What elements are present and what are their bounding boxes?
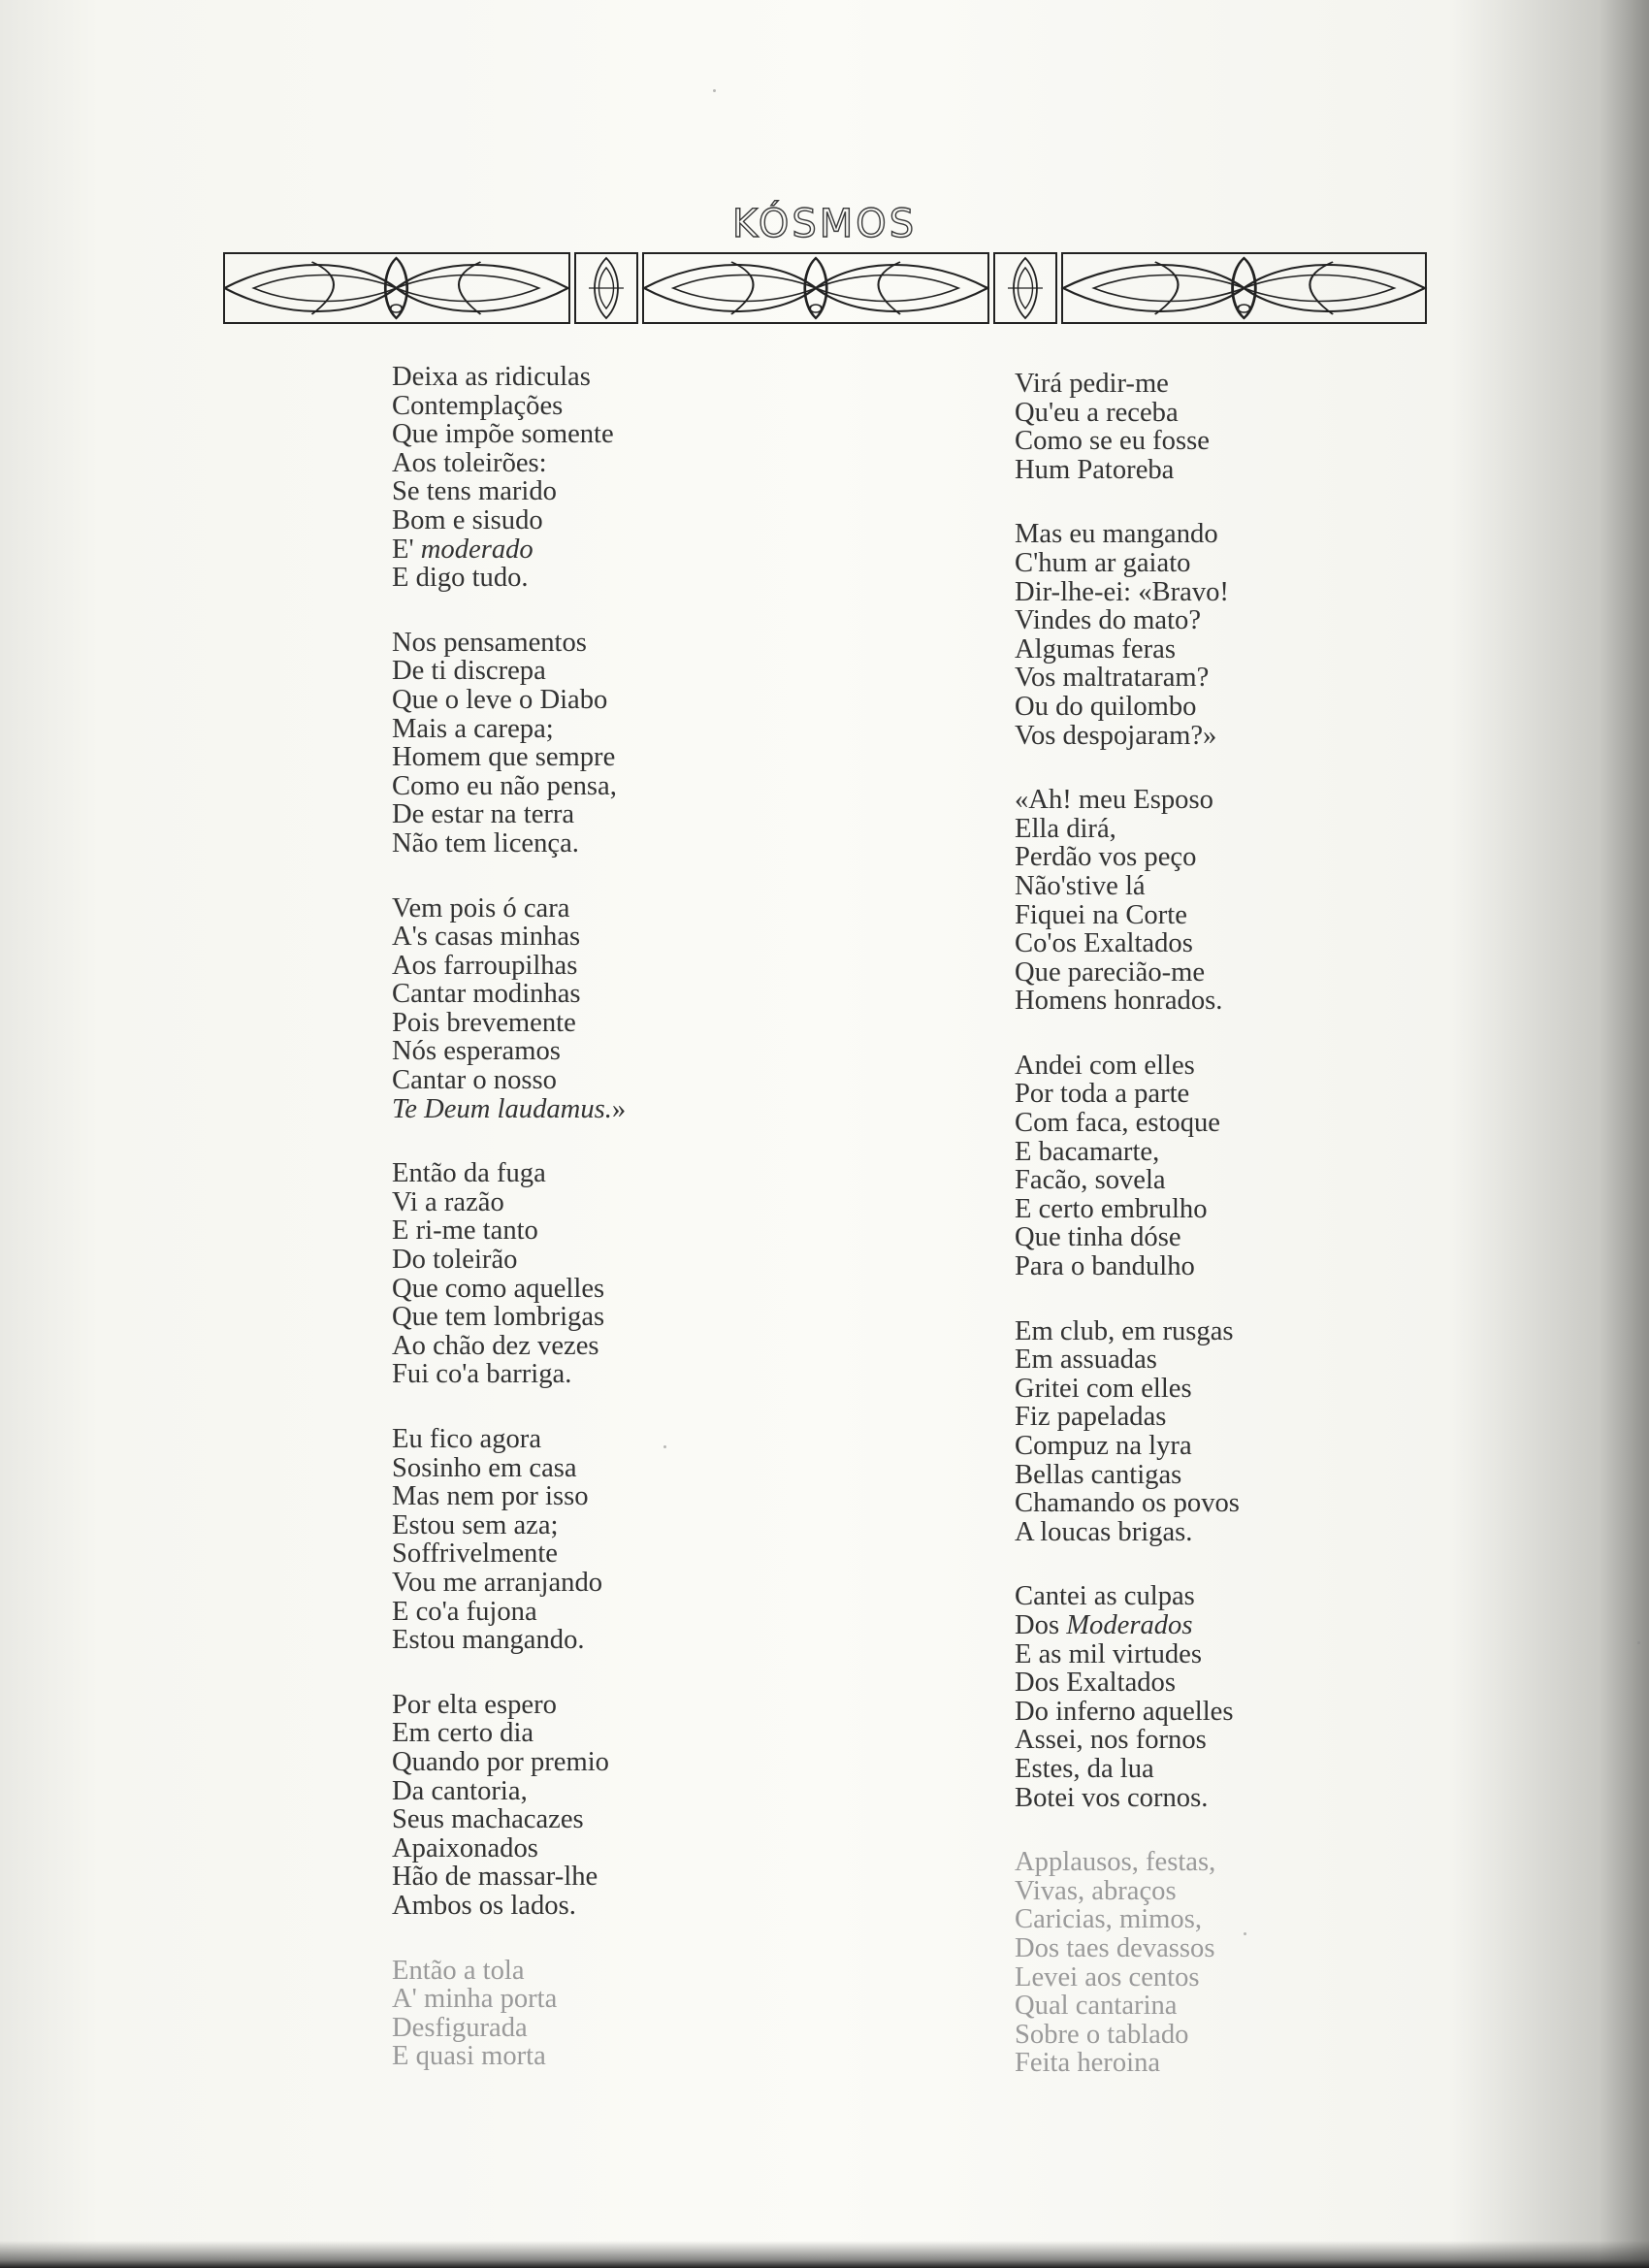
poem-line: Seus machacazes [392,1804,584,1835]
poem-line: Então a tola [392,1955,525,1986]
poem-line: Assei, nos fornos [1015,1725,1207,1756]
poem-line: Cantei as culpas [1015,1581,1195,1612]
page-edge-shadow [0,2241,1649,2268]
poem-line: Mais a carepa; [392,713,554,744]
poem-line: Que tem lombrigas [392,1302,605,1333]
poem-line: Soffrivelmente [392,1539,558,1570]
poem-line: Estes, da lua [1015,1753,1154,1784]
stanza [1015,1848,1558,2078]
paper-speck [1244,1932,1246,1935]
poem-line: Aos toleirões: [392,447,547,478]
poem-line: Fiz papeladas [1015,1402,1167,1433]
stanza [1015,786,1558,1016]
poem-line: Bellas cantigas [1015,1459,1182,1490]
poem-line: Com faca, estoque [1015,1108,1220,1139]
poem-line: Qu'eu a receba [1015,397,1179,428]
poem-line: Estou mangando. [392,1625,585,1656]
poem-line: Botei vos cornos. [1015,1782,1209,1813]
poem-line: Se tens marido [392,476,557,507]
poem-line: Chamando os povos [1015,1488,1240,1519]
masthead-title: KÓSMOS [731,202,918,246]
stanza [392,1159,935,1389]
poem-line: Em certo dia [392,1718,534,1749]
stanza [392,363,935,593]
poem-line: Então da fuga [392,1158,546,1189]
poem-line: Fiquei na Corte [1015,899,1187,930]
poem-line: A loucas brigas. [1015,1516,1193,1547]
poem-line: C'hum ar gaiato [1015,547,1191,578]
poem-line: Como eu não pensa, [392,770,617,801]
poem-line: Ou do quilombo [1015,691,1197,722]
poem-line: Facão, sovela [1015,1165,1166,1196]
poem-line: Que impõe somente [392,419,614,450]
poem-line: Que o leve o Diabo [392,684,608,715]
poem-line: Dos Moderados [1015,1609,1193,1640]
poem-line: Estou sem aza; [392,1509,559,1540]
poem-line: Por elta espero [392,1689,557,1720]
poem-line: E co'a fujona [392,1596,537,1627]
poem-line: Quando por premio [392,1746,609,1777]
poem-line: Vindes do mato? [1015,605,1202,636]
poem-line: Vi a razão [392,1186,504,1217]
poem-line: Que tinha dóse [1015,1222,1181,1253]
poem-line: Não tem licença. [392,827,579,859]
stanza [1015,370,1558,484]
poem-line: De estar na terra [392,799,575,830]
poem-line: Em assuadas [1015,1345,1157,1376]
poem-line: E bacamarte, [1015,1136,1160,1167]
poem-line: Bom e sisudo [392,504,543,535]
poem-line: Contemplações [392,390,564,421]
poem-line: Não'stive lá [1015,870,1146,901]
ornamental-border [223,252,1428,324]
poem-line: E' moderado [392,534,534,565]
paper-speck [1637,1641,1640,1644]
poem-line: E as mil virtudes [1015,1638,1202,1669]
poem-line: Apaixonados [392,1832,538,1863]
poem-line: Levei aos centos [1015,1961,1200,1993]
poem-line: Gritei com elles [1015,1373,1192,1404]
poem-line: Para o bandulho [1015,1251,1195,1282]
poem-line: Applausos, festas, [1015,1847,1216,1878]
poem-line: E certo embrulho [1015,1193,1208,1224]
poem-line: Cantar o nosso [392,1065,557,1096]
poem-line: Nós esperamos [392,1036,561,1067]
paper-speck [713,89,716,92]
poem-line: A' minha porta [392,1984,558,2015]
poem-line: Dos Exaltados [1015,1668,1176,1699]
poem-line: Vos despojaram?» [1015,720,1217,751]
poem-line: Perdão vos peço [1015,842,1197,873]
poem-line: Ao chão dez vezes [392,1330,599,1361]
poem-left-column [392,363,935,2107]
poem-line: Eu fico agora [392,1424,542,1454]
poem-line: Deixa as ridiculas [392,362,591,392]
poem-line: Dos taes devassos [1015,1932,1215,1963]
poem-line: Do toleirão [392,1245,518,1276]
poem-line: Mas eu mangando [1015,519,1218,550]
poem-line: Te Deum laudamus.» [392,1093,627,1124]
poem-line: Andei com elles [1015,1050,1195,1081]
poem-line: Ella dirá, [1015,813,1116,844]
poem-line: E ri-me tanto [392,1215,538,1247]
poem-line: Caricias, mimos, [1015,1904,1202,1935]
poem-line: Fui co'a barriga. [392,1359,572,1390]
stanza [1015,1582,1558,1812]
stanza [392,1957,935,2071]
poem-line: Homem que sempre [392,742,616,773]
poem-line: Sosinho em casa [392,1452,577,1483]
poem-line: Homens honrados. [1015,986,1223,1017]
poem-line: Aos farroupilhas [392,950,578,981]
stanza [392,1691,935,1921]
stanza [1015,1052,1558,1281]
poem-line: Da cantoria, [392,1775,528,1806]
poem-line: «Ah! meu Esposo [1015,785,1213,816]
poem-line: Mas nem por isso [392,1481,589,1512]
poem-line: Co'os Exaltados [1015,928,1193,959]
poem-line: Vos maltrataram? [1015,663,1210,694]
poem-line: Do inferno aquelles [1015,1696,1234,1727]
poem-line: Compuz na lyra [1015,1431,1192,1461]
poem-right-column [1015,370,1558,2114]
stanza [392,1425,935,1655]
poem-line: Pois brevemente [392,1007,576,1038]
stanza [392,629,935,859]
poem-line: Vem pois ó cara [392,892,570,923]
poem-line: Dir-lhe-ei: «Bravo! [1015,576,1229,607]
poem-line: Desfigurada [392,2012,528,2043]
poem-line: Que como aquelles [392,1273,605,1304]
poem-line: E quasi morta [392,2041,546,2072]
poem-line: Cantar modinhas [392,979,581,1010]
poem-line: Nos pensamentos [392,627,587,658]
poem-line: Algumas feras [1015,633,1176,664]
stanza [392,894,935,1124]
poem-line: Feita heroina [1015,2048,1161,2079]
poem-line: Vivas, abraços [1015,1875,1177,1906]
poem-line: Por toda a parte [1015,1079,1190,1110]
stanza [1015,1317,1558,1547]
poem-line: E digo tudo. [392,563,529,594]
poem-line: A's casas minhas [392,922,581,953]
poem-line: Como se eu fosse [1015,426,1210,457]
poem-line: Em club, em rusgas [1015,1315,1234,1346]
poem-line: Virá pedir-me [1015,369,1169,399]
paper-speck [663,1445,666,1448]
poem-line: Sobre o tablado [1015,2019,1189,2050]
poem-line: Qual cantarina [1015,1991,1178,2022]
poem-line: Vou me arranjando [392,1567,603,1598]
poem-line: Hum Patoreba [1015,454,1175,485]
poem-line: Que parecião-me [1015,956,1206,988]
poem-line: Ambos os lados. [392,1890,576,1921]
poem-line: De ti discrepa [392,656,546,687]
poem-line: Hão de massar-lhe [392,1862,598,1893]
stanza [1015,520,1558,750]
